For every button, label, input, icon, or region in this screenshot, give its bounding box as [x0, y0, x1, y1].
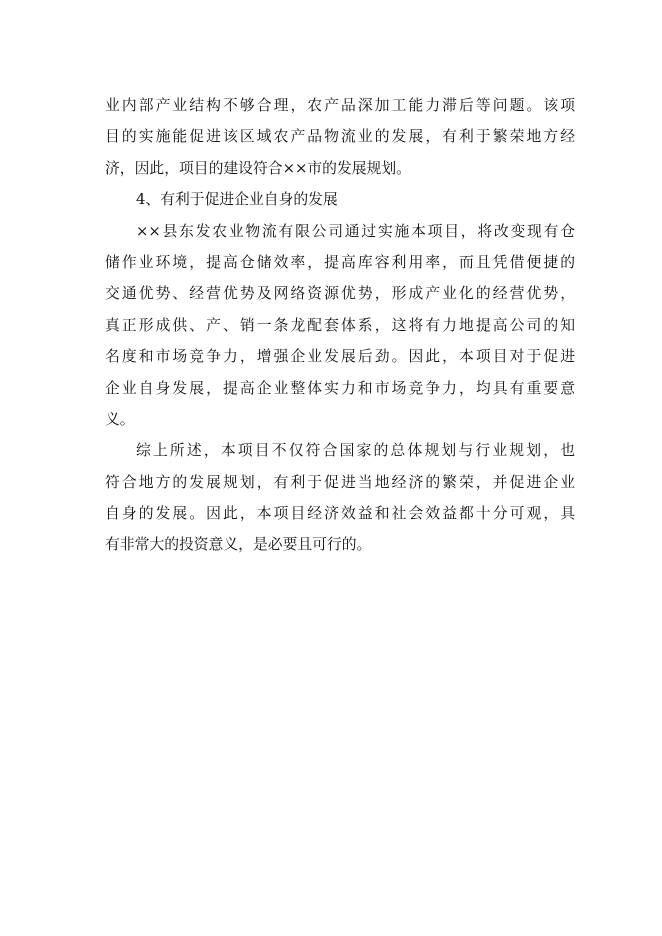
paragraph-2-line-6: 企业自身发展，提高企业整体实力和市场竞争力，均具有重要意	[105, 379, 575, 397]
section-heading-4: 4、有利于促进企业自身的发展	[136, 191, 338, 209]
document-page	[105, 90, 575, 561]
paragraph-3-line-2: 符合地方的发展规划，有利于促进当地经济的繁荣，并促进企业	[105, 473, 575, 491]
paragraph-3-line-1: 综上所述，本项目不仅符合国家的总体规划与行业规划，也	[136, 442, 575, 460]
paragraph-2-line-3: 交通优势、经营优势及网络资源优势，形成产业化的经营优势，	[105, 285, 575, 303]
paragraph-3-line-4: 有非常大的投资意义，是必要且可行的。	[105, 536, 372, 554]
paragraph-2-line-4: 真正形成供、产、销一条龙配套体系，这将有力地提高公司的知	[105, 316, 575, 334]
paragraph-2-line-1: ××县东发农业物流有限公司通过实施本项目，将改变现有仓	[136, 222, 575, 240]
paragraph-2-line-2: 储作业环境，提高仓储效率，提高库容利用率，而且凭借便捷的	[105, 253, 575, 271]
paragraph-1-line-1: 业内部产业结构不够合理，农产品深加工能力滞后等问题。该项	[105, 97, 575, 114]
paragraph-3-line-3: 自身的发展。因此，本项目经济效益和社会效益都十分可观，具	[105, 505, 575, 523]
paragraph-2-line-7: 义。	[105, 410, 135, 428]
paragraph-1-line-3: 济，因此，项目的建设符合××市的发展规划。	[105, 159, 411, 177]
paragraph-1-line-2: 目的实施能促进该区域农产品物流业的发展，有利于繁荣地方经	[105, 128, 575, 146]
paragraph-2-line-5: 名度和市场竞争力，增强企业发展后劲。因此，本项目对于促进	[105, 348, 575, 366]
